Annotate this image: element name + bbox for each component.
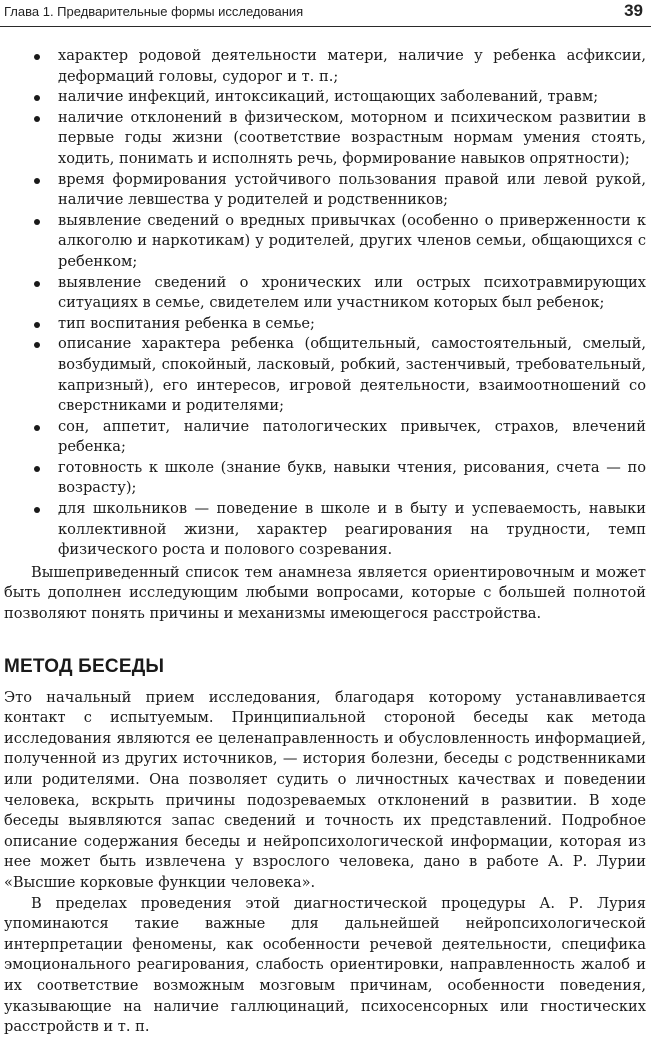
bullet-icon bbox=[34, 116, 40, 122]
page-number: 39 bbox=[624, 1, 643, 20]
bullet-icon bbox=[34, 281, 40, 287]
list-item-text: время формирования устойчивого пользования правой или левой рукой, наличие левшества у родителей и родственников; bbox=[58, 170, 646, 209]
list-item bbox=[4, 334, 646, 416]
list-item bbox=[4, 211, 646, 273]
list-item bbox=[4, 458, 646, 499]
bullet-icon bbox=[34, 342, 40, 348]
bullet-icon bbox=[34, 507, 40, 513]
page-header bbox=[0, 0, 651, 27]
list-item-text: выявление сведений о вредных привычках (особенно о приверженности к алкоголю и наркотикам) у родителей, других членов семьи, общающихся с ребенком; bbox=[58, 211, 646, 270]
page-body bbox=[4, 46, 646, 1038]
bullet-icon bbox=[34, 425, 40, 431]
list-item bbox=[4, 499, 646, 561]
bullet-icon bbox=[34, 219, 40, 225]
bullet-icon bbox=[34, 95, 40, 101]
summary-paragraph: Вышеприведенный список тем анамнеза является ориентировочным и может быть дополнен исследующим любыми вопросами, которые с большей полнотой позволяют понять причины и механизмы имеющегося расстройства. bbox=[4, 563, 646, 623]
list-item bbox=[4, 170, 646, 211]
list-item-text: тип воспитания ребенка в семье; bbox=[58, 314, 315, 332]
list-item-text: сон, аппетит, наличие патологических привычек, страхов, влечений ребенка; bbox=[58, 417, 646, 456]
list-item bbox=[4, 417, 646, 458]
list-item bbox=[4, 46, 646, 87]
bullet-icon bbox=[34, 322, 40, 328]
list-item bbox=[4, 273, 646, 314]
list-item-text: описание характера ребенка (общительный, самостоятельный, смелый, возбудимый, спокойный, ласковый, робкий, застенчивый, требовательный, капризный), его интересов, игровой деятельности, взаимоотношений со сверстниками и родителями; bbox=[58, 335, 646, 415]
list-item-text: наличие отклонений в физическом, моторном и психическом развитии в первые годы жизни (соответствие возрастным нормам умения стоять, ходить, понимать и исполнять речь, формирование навыков опрятности); bbox=[58, 108, 646, 167]
list-item-text: выявление сведений о хронических или острых психотравмирующих ситуациях в семье, свидетелем или участником которых был ребенок; bbox=[58, 273, 646, 312]
list-item-text: наличие инфекций, интоксикаций, истощающих заболеваний, травм; bbox=[58, 88, 599, 106]
body-paragraph: Это начальный прием исследования, благодаря которому устанавливается контакт с испытуемым. Принципиальной стороной беседы как метода исследования являются ее целенаправленность и обусловленность информацией, полученной из других источников, — история болезни, беседы с родственниками или родителями. Она позволяет судить о личностных качествах и поведении человека, вскрыть причины подозреваемых отклонений в развитии. В ходе беседы выявляются запас сведений и точность их представлений. Подробное описание содержания беседы и нейропсихологической информации, которая из нее может быть извлечена у взрослого человека, дано в работе А. Р. Лурии «Высшие корковые функции человека». bbox=[4, 688, 646, 891]
list-item-text: готовность к школе (знание букв, навыки чтения, рисования, счета — по возрасту); bbox=[58, 458, 646, 497]
list-item bbox=[4, 108, 646, 170]
list-item-text: характер родовой деятельности матери, наличие у ребенка асфиксии, деформаций головы, судорог и т. п.; bbox=[58, 47, 646, 85]
bullet-icon bbox=[34, 54, 40, 60]
list-item-text: для школьников — поведение в школе и в быту и успеваемость, навыки коллективной жизни, характер реагирования на трудности, темп физического роста и полового созревания. bbox=[58, 500, 646, 559]
anamnesis-list bbox=[4, 46, 646, 561]
list-item bbox=[4, 314, 646, 335]
bullet-icon bbox=[34, 466, 40, 472]
chapter-title: Глава 1. Предварительные формы исследования bbox=[4, 4, 304, 19]
body-paragraph: В пределах проведения этой диагностической процедуры А. Р. Лурия упоминаются такие важные для дальнейшей нейропсихологической интерпретации феномены, как особенности речевой деятельности, специфика эмоционального реагирования, слабость ориентировки, направленность жалоб и их соответствие возможным мозговым причинам, особенности поведения, указывающие на наличие галлюцинаций, психосенсорных или гностических расстройств и т. п. bbox=[4, 894, 646, 1036]
section-heading: МЕТОД БЕСЕДЫ bbox=[4, 655, 165, 677]
bullet-icon bbox=[34, 178, 40, 184]
list-item bbox=[4, 87, 646, 108]
